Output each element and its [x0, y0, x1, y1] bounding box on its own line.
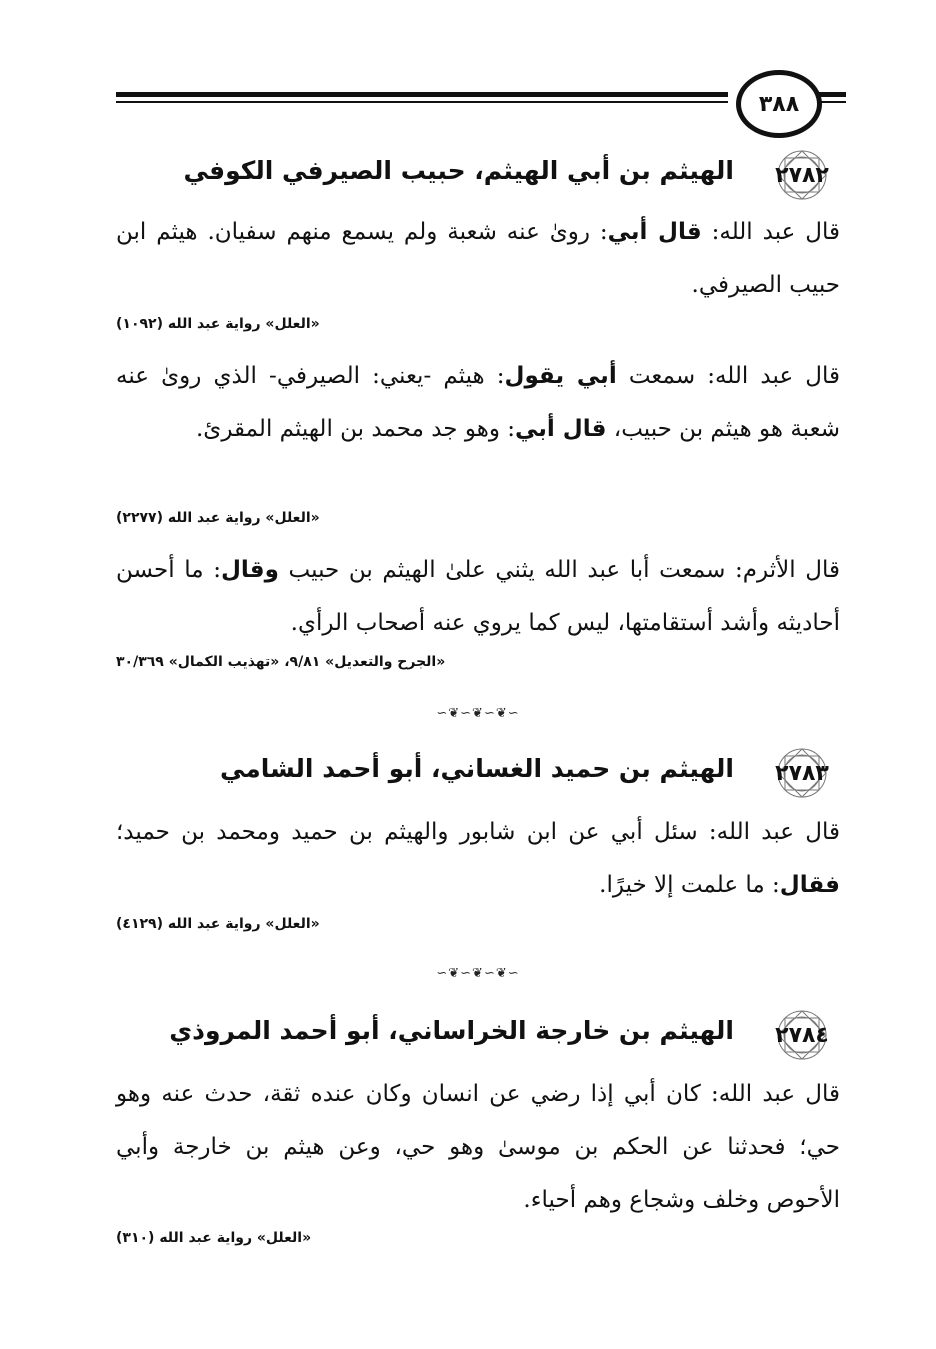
reference-citation: «العلل» رواية عبد الله (٣١٠) [116, 1230, 312, 1246]
paragraph: قال عبد الله: كان أبي إذا رضي عن انسان وكان عنده ثقة، حدث عنه وهو حي؛ فحدثنا عن الحكم بن موسىٰ وهو حي، وعن هيثم بن خارجة وأبي الأحوص وخلف وشجاع وهم أحياء. [116, 1081, 840, 1213]
header-rule-right [818, 92, 846, 97]
entry-heading [120, 746, 840, 806]
section-separator-ornament: ∽❦∽❦∽❦∽ [436, 705, 520, 721]
entry-number: ٢٧٨٤ [775, 1022, 829, 1048]
entry-title: الهيثم بن أبي الهيثم، حبيب الصيرفي الكوفي [183, 156, 734, 185]
entry-heading [120, 1008, 840, 1068]
header-rule-right-thin [818, 101, 846, 103]
entry-number: ٢٧٨٣ [775, 760, 829, 786]
paragraph: قال عبد الله: قال أبي: رویٰ عنه شعبة ولم يسمع منهم سفيان. هيثم ابن حبيب الصيرفي. [116, 219, 840, 298]
entry-title: الهيثم بن خارجة الخراساني، أبو أحمد المروذي [169, 1016, 734, 1045]
paragraph: قال عبد الله: سمعت أبي يقول: هيثم -يعني: الصيرفي- الذي رویٰ عنه شعبة هو هيثم بن حبيب، قال أبي: وهو جد محمد بن الهيثم المقرئ. [116, 363, 840, 442]
entry-title: الهيثم بن حميد الغساني، أبو أحمد الشامي [219, 754, 734, 783]
header-rule-thin [116, 101, 728, 103]
paragraph: قال الأثرم: سمعت أبا عبد الله يثني علىٰ الهيثم بن حبيب وقال: ما أحسن أحاديثه وأشد أستقامتها، ليس كما يروي عنه أصحاب الرأي. [116, 557, 840, 636]
entry-heading [120, 148, 840, 208]
reference-citation: «الجرح والتعديل» ٩/٨١، «تهذيب الكمال» ٣٠/٣٦٩ [116, 654, 446, 670]
reference-citation: «العلل» رواية عبد الله (١٠٩٢) [116, 316, 320, 332]
section-separator-ornament: ∽❦∽❦∽❦∽ [436, 965, 520, 981]
paragraph: قال عبد الله: سئل أبي عن ابن شابور والهيثم بن حميد ومحمد بن حميد؛ فقال: ما علمت إلا خيرًا. [116, 819, 840, 898]
reference-citation: «العلل» رواية عبد الله (٤١٢٩) [116, 916, 320, 932]
entry-number-badge [770, 746, 834, 800]
entry-number: ٢٧٨٢ [775, 162, 829, 188]
page-number: ٣٨٨ [736, 70, 822, 138]
header-rule [116, 92, 728, 97]
entry-number-badge [770, 148, 834, 202]
entry-number-badge [770, 1008, 834, 1062]
reference-citation: «العلل» رواية عبد الله (٢٢٧٧) [116, 510, 320, 526]
